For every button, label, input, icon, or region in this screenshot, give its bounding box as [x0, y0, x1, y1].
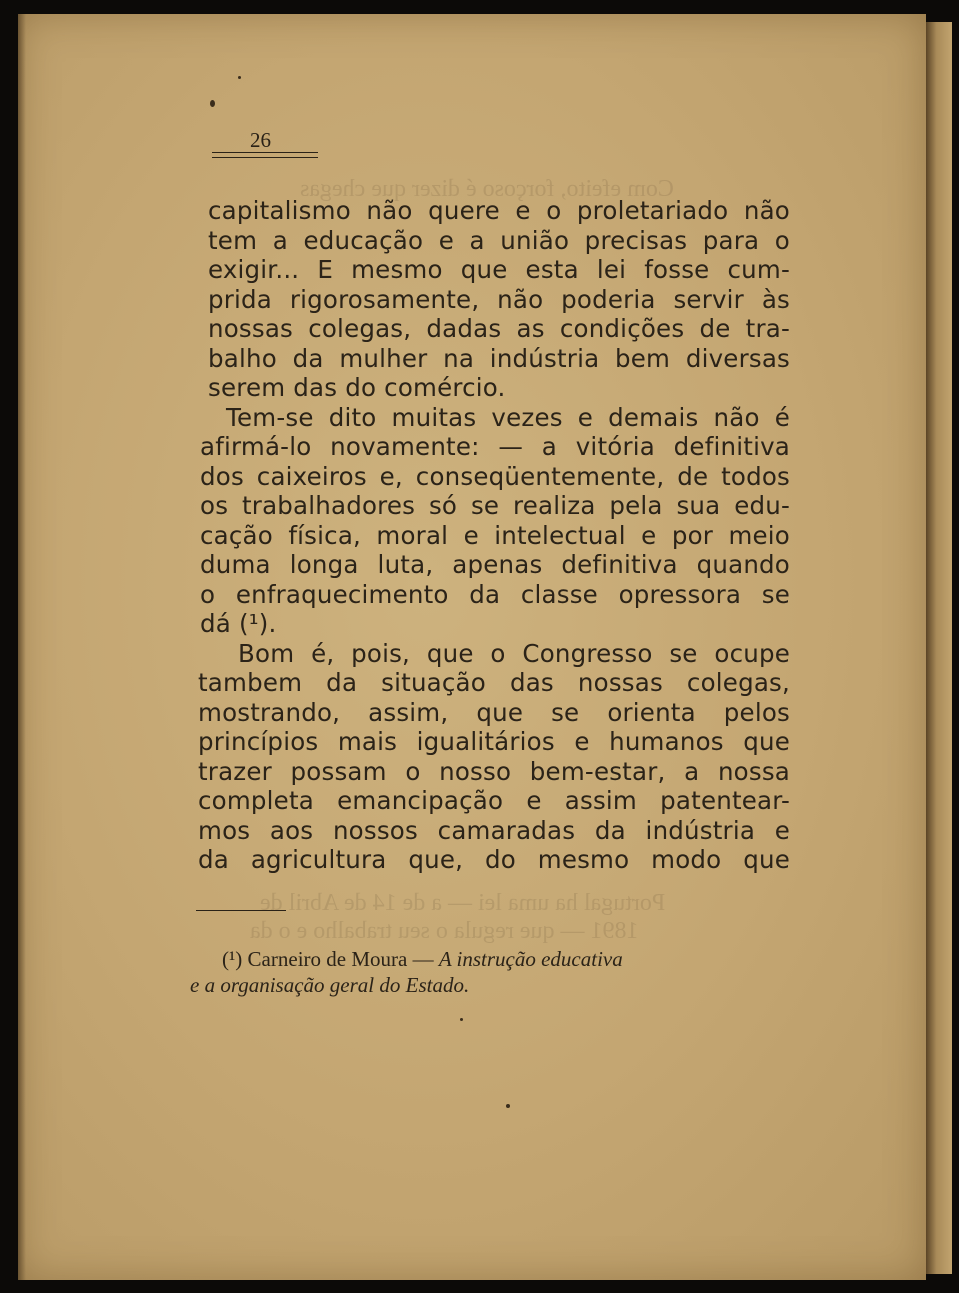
header-rule [212, 152, 318, 153]
text-line: da agricultura que, do mesmo modo que [198, 845, 790, 874]
text-line: dos caixeiros e, conseqüentemente, de todos [200, 461, 790, 491]
next-page-edge [926, 22, 952, 1274]
text-line: prida rigorosamente, não poderia servir às [208, 284, 790, 314]
body-text [190, 196, 790, 875]
show-through-text: Com efeito, forçoso é dizer que chegas [300, 176, 674, 202]
text-line: mos aos nossos camaradas da indústria e [198, 815, 790, 845]
text-line: o enfraquecimento da classe opressora se [200, 579, 790, 609]
text-line: balho da mulher na indústria bem diversas [208, 343, 790, 373]
footnote-marker: (¹) [222, 947, 243, 971]
text-line: Bom é, pois, que o Congresso se ocupe [238, 638, 790, 668]
text-line: os trabalhadores só se realiza pela sua edu- [200, 491, 790, 520]
text-line: trazer possam o nosso bem-estar, a nossa [198, 756, 790, 786]
footnote-title-continued: e a organisação geral do Estado. [190, 973, 470, 997]
paragraph [190, 196, 790, 403]
text-line: cação física, moral e intelectual e por meio [200, 520, 790, 550]
text-line: mostrando, assim, que se orienta pelos [198, 697, 790, 727]
footnote [190, 946, 770, 998]
footnote-separator [196, 910, 286, 911]
text-line: serem das do comércio. [208, 373, 506, 402]
text-line: duma longa luta, apenas definitiva quando [200, 550, 790, 579]
text-line: exigir... E mesmo que esta lei fosse cum- [208, 255, 790, 284]
show-through-text: Portugal ha uma lei — a de 14 de Abril de [260, 890, 666, 916]
ink-speck [506, 1104, 510, 1108]
page-spine-shadow [18, 14, 26, 1280]
text-line: Tem-se dito muitas vezes e demais não é [226, 402, 790, 432]
paragraph [190, 403, 790, 639]
text-line: nossas colegas, dadas as condições de tra- [208, 314, 790, 343]
footnote-line [190, 946, 770, 972]
footnote-title: A instrução educativa [438, 947, 623, 971]
text-line: tem a educação e a união precisas para o [208, 225, 790, 255]
text-line: afirmá-lo novamente: — a vitória definitiva [200, 432, 790, 461]
ink-speck [460, 1018, 463, 1021]
header-rule [212, 157, 318, 158]
page-number: 26 [250, 128, 271, 152]
footnote-author: Carneiro de Moura — [247, 947, 434, 971]
text-line: tambem da situação das nossas colegas, [198, 668, 790, 697]
show-through-text: 1891 — que regula o seu trabalho e o da [250, 918, 639, 944]
text-line: completa emancipação e assim patentear- [198, 786, 790, 815]
text-line: dá (¹). [200, 609, 277, 638]
paragraph [190, 639, 790, 875]
ink-speck [238, 76, 241, 79]
ink-speck [210, 100, 215, 107]
text-line: princípios mais igualitários e humanos que [198, 727, 790, 756]
text-line: capitalismo não quere e o proletariado não [208, 196, 790, 225]
